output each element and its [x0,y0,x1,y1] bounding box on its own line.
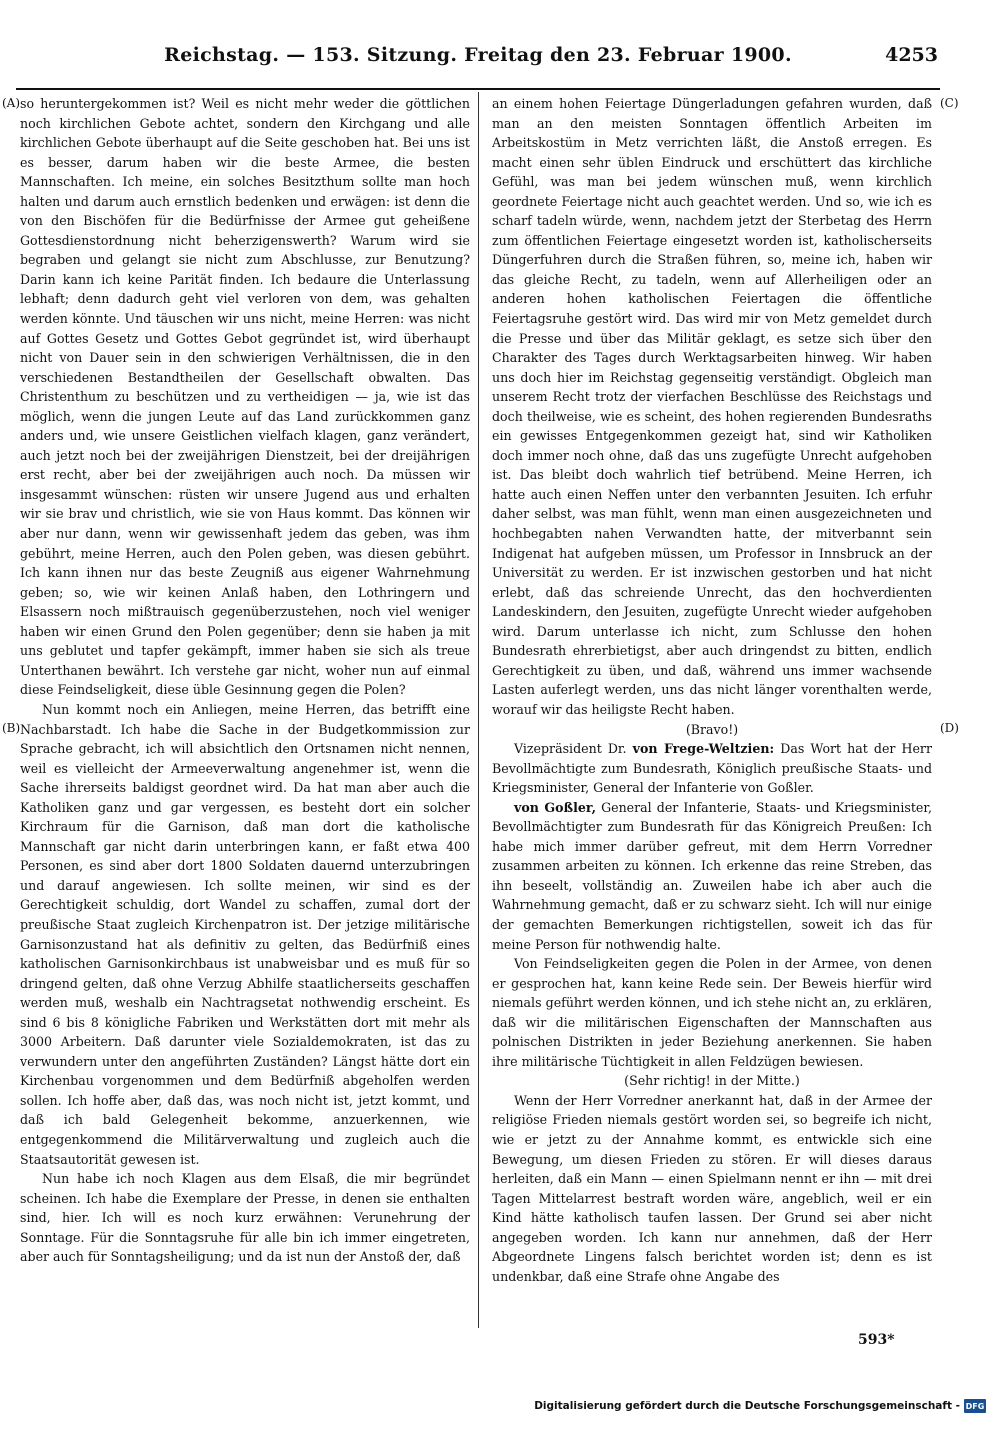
margin-mark-a: (A) [2,96,21,110]
interjection: (Bravo!) [685,721,739,737]
page-header [18,40,938,70]
margin-mark-c: (C) [940,96,959,110]
credit-text: Digitalisierung gefördert durch die Deutsche Forschungsgemeinschaft - [534,1400,960,1412]
paragraph: Nun habe ich noch Klagen aus dem Elsaß, die mir begründet scheinen. Ich habe die Exemplare der Presse, in denen sie enthalten sind, hier. Ich will es noch kurz erwähnen: Verunehrung der Sonntage. Für die Sonntagsruhe für alle bin ich immer eingetreten, aber auch für Sonntagsheiligung; und da ist nun der Anstoß der, daß [20,1171,470,1265]
left-column [20,94,470,1267]
digitization-credit [534,1396,986,1416]
dfg-logo-icon: DFG [964,1399,986,1413]
paragraph-text: Das Wort hat der Herr Bevollmächtigte zum Bundesrath, Königlich preußische Staats- und Kriegsminister, General der Infanterie von Goßler. [492,741,932,796]
header-rule [16,88,940,90]
signature-mark: 593* [858,1332,895,1348]
margin-mark-d: (D) [940,721,959,735]
paragraph: an einem hohen Feiertage Düngerladungen gefahren wurden, daß man an den meisten Sonntagen öffentlich Arbeiten im Arbeitskostüm in Metz verrichten läßt, die Anstoß erregen. Es macht einen sehr üblen Eindruck und erschüttert das kirchliche Gefühl, was man bei jedem wünschen muß, wenn kirchlich geordnete Feiertage nicht auch geachtet werden. Und so, wie ich es scharf tadeln würde, wenn, nachdem jetzt der Sterbetag des Herrn zum öffentlichen Feiertage eingesetzt worden ist, katholischerseits Düngerfuhren durch die Straßen führen, so, meine ich, haben wir das gleiche Recht, zu tadeln, wenn auf Allerheiligen oder an anderen hohen katholischen Feiertagen die öffentliche Feiertagsruhe gestört wird. Das wird mir von Metz gemeldet durch die Presse und über das Militär geklagt, es setze sich über den Charakter des Tages durch Werktagsarbeiten hinweg. Wir haben uns doch hier im Reichstag gegenseitig verständigt. Obgleich man unserem Recht trotz der vierfachen Beschlüsse des Reichstags und doch theilweise, wie es scheint, des hohen regierenden Bundesraths ein gewisses Entgegenkommen gezeigt hat, sind wir Katholiken doch immer noch ohne, daß das uns zugefügte Unrecht aufgehoben ist. Das bleibt doch wahrlich tief betrübend. Meine Herren, ich hatte auch einen Neffen unter den verbannten Jesuiten. Ich erfuhr daher selbst, was man fühlt, wenn man einen ausgezeichneten und hochbegabten nahen Verwandten hatte, der mitverbannt sein Indigenat hat aufgeben müssen, um Professor in Innsbruck an der Universität zu werden. Er ist inzwischen gestorben und hat nicht erlebt, daß das schreiende Unrecht, das den hochverdienten Landeskindern, den Jesuiten, zugefügte Unrecht wieder aufgehoben wird. Darum unterlasse ich nicht, zum Schlusse den hohen Bundesrath ehrerbietigst, aber auch dringendst zu bitten, endlich Gerechtigkeit zu üben, und daß, während uns immer wachsende Lasten auferlegt werden, uns das nicht länger vorenthalten werde, worauf wir das heiligste Recht haben. [492,96,932,717]
speaker-title: Vizepräsident Dr. [514,741,627,757]
interjection: (Sehr richtig! in der Mitte.) [624,1073,800,1089]
speaker-paragraph [492,798,932,954]
speaker-name: von Goßler, [514,799,596,815]
page-number: 4253 [885,44,938,66]
running-title: Reichstag. — 153. Sitzung. Freitag den 23. Februar 1900. [164,44,792,66]
margin-mark-b: (B) [2,721,21,735]
column-divider [478,92,479,1328]
paragraph: Von Feindseligkeiten gegen die Polen in der Armee, von denen er gesprochen hat, kann keine Rede sein. Der Beweis hierfür wird niemals geführt werden können, und ich stehe nicht an, zu erklären, daß wir die militärischen Eigenschaften der Mannschaften aus polnischen Distrikten in jeder Beziehung anerkennen. Sie haben ihre militärische Tüchtigkeit in allen Feldzügen bewiesen. [492,956,932,1069]
speaker-name: von Frege-Weltzien: [632,741,775,757]
paragraph: Nun kommt noch ein Anliegen, meine Herren, das betrifft eine Nachbarstadt. Ich habe die Sache in der Budgetkommission zur Sprache gebracht, ich will absichtlich den Ortsnamen nicht nennen, weil es vielleicht der Armeeverwaltung angenehmer ist, wenn die Sache ihrerseits baldigst geordnet wird. Da hat man aber auch die Katholiken ganz und gar vergessen, es besteht dort ein solcher Kirchraum für die Garnison, daß man dort die katholische Mannschaft gar nicht darin unterbringen kann, er faßt etwa 400 Personen, es sind aber dort 1800 Soldaten dauernd unterzubringen und darauf angewiesen. Ich sollte meinen, wir sind es der Gerechtigkeit schuldig, dort Wandel zu schaffen, zumal dort der preußische Staat zugleich Kirchenpatron ist. Der jetzige militärische Garnisonzustand hat als definitiv zu gelten, das Bedürfniß eines katholischen Garnisonkirchbaus ist unabweisbar und es muß für so dringend gelten, daß ohne Verzug Abhilfe staatlicherseits geschaffen werden muß, weshalb ein Nachtragsetat nothwendig erscheint. Es sind 6 bis 8 königliche Fabriken und Werkstätten dort mit mehr als 3000 Arbeitern. Daß darunter viele Sozialdemokraten, ist das zu verwundern unter den angeführten Zuständen? Längst hätte dort ein Kirchenbau vorgenommen und dem Bedürfniß abgeholfen werden sollen. Ich hoffe aber, daß das, was noch nicht ist, jetzt kommt, und daß ich bald Gelegenheit bekomme, anzuerkennen, wie entgegenkommend die Militärverwaltung und zugleich auch die Staatsautorität gewesen ist. [20,701,470,1167]
speaker-paragraph [492,739,932,798]
paragraph: Wenn der Herr Vorredner anerkannt hat, daß in der Armee der religiöse Frieden niemals gestört worden sei, so begreife ich nicht, wie er jetzt zu der Annahme kommt, es entwickle sich eine Bewegung, um diesen Frieden zu stören. Er will dieses daraus herleiten, daß ein Mann — einen Spielmann nennt er ihn — mit drei Tagen Mittelarrest bestraft worden wäre, angeblich, weil er ein Kind hätte katholisch taufen lassen. Der Grund sei aber nicht angegeben worden. Ich kann nur annehmen, daß der Herr Abgeordnete Lingens falsch berichtet worden ist; denn es ist undenkbar, daß eine Strafe ohne Angabe des [492,1092,932,1284]
right-column [492,94,932,1286]
paragraph-text: General der Infanterie, Staats- und Kriegsminister, Bevollmächtigter zum Bundesrath für das Königreich Preußen: Ich habe mich immer darüber gefreut, mit dem Herrn Vorredner zusammen arbeiten zu können. Ich erkenne das reine Streben, das ihn beseelt, vollständig an. Zuweilen habe ich aber auch die Wahrnehmung gemacht, daß er zu schwarz sieht. Ich will nur einige der gemachten Bemerkungen richtigstellen, soweit ich das für meine Person für nothwendig halte. [492,799,932,952]
paragraph: so heruntergekommen ist? Weil es nicht mehr weder die göttlichen noch kirchlichen Gebote achtet, sondern den Kirchgang und alle kirchlichen Gebote überhaupt auf die Seite geschoben hat. Bei uns ist es besser, darum haben wir die beste Armee, die besten Mannschaften. Ich meine, ein solches Besitzthum sollte man hoch halten und darum auch ernstlich bedenken und erwägen: ist denn die von den Bischöfen für die Bedürfnisse der Armee gut geheißene Gottesdienstordnung nicht beherzigenswerth? Warum wird sie begraben und gelangt sie nicht zum Abschlusse, zur Benutzung? Darin kann ich keine Parität finden. Ich bedaure die Unterlassung lebhaft; denn dadurch geht viel verloren von dem, was gehalten werden könnte. Und täuschen wir uns nicht, meine Herren: was nicht auf Gottes Gesetz und Gottes Gebot gegründet ist, wird überhaupt nicht von Dauer sein in den schwierigen Verhältnissen, die in den verschiedenen Bestandtheilen der Gesellschaft obwalten. Das Christenthum zu beschützen und zu vertheidigen — ja, wie ist das möglich, wenn die jungen Leute auf das Land zurückkommen ganz anders und, wie unsere Geistlichen vielfach klagen, ganz verändert, auch jetzt noch bei der zweijährigen Dienstzeit, bei der dreijährigen erst recht, aber bei der zweijährigen auch noch. Da müssen wir insgesammt wünschen: rüsten wir unsere Jugend aus und erhalten wir sie brav und christlich, wie sie von Haus kommt. Das können wir aber nur dann, wenn wir gewissenhaft jedem das geben, was ihm gebührt, meine Herren, auch den Polen geben, was diesen gebührt. Ich kann ihnen nur das beste Zeugniß aus eigener Wahrnehmung geben; so, wie wir keinen Anlaß haben, den Lothringern und Elsassern noch mißtrauisch gegenüberzustehen, noch viel weniger haben wir einen Grund den Polen gegenüber; denn sie haben ja mit uns geblutet und tapfer gekämpft, immer haben sie sich als treue Unterthanen bewährt. Ich verstehe gar nicht, woher nun auf einmal diese Feindseligkeit, diese üble Gesinnung gegen die Polen? [20,96,470,698]
